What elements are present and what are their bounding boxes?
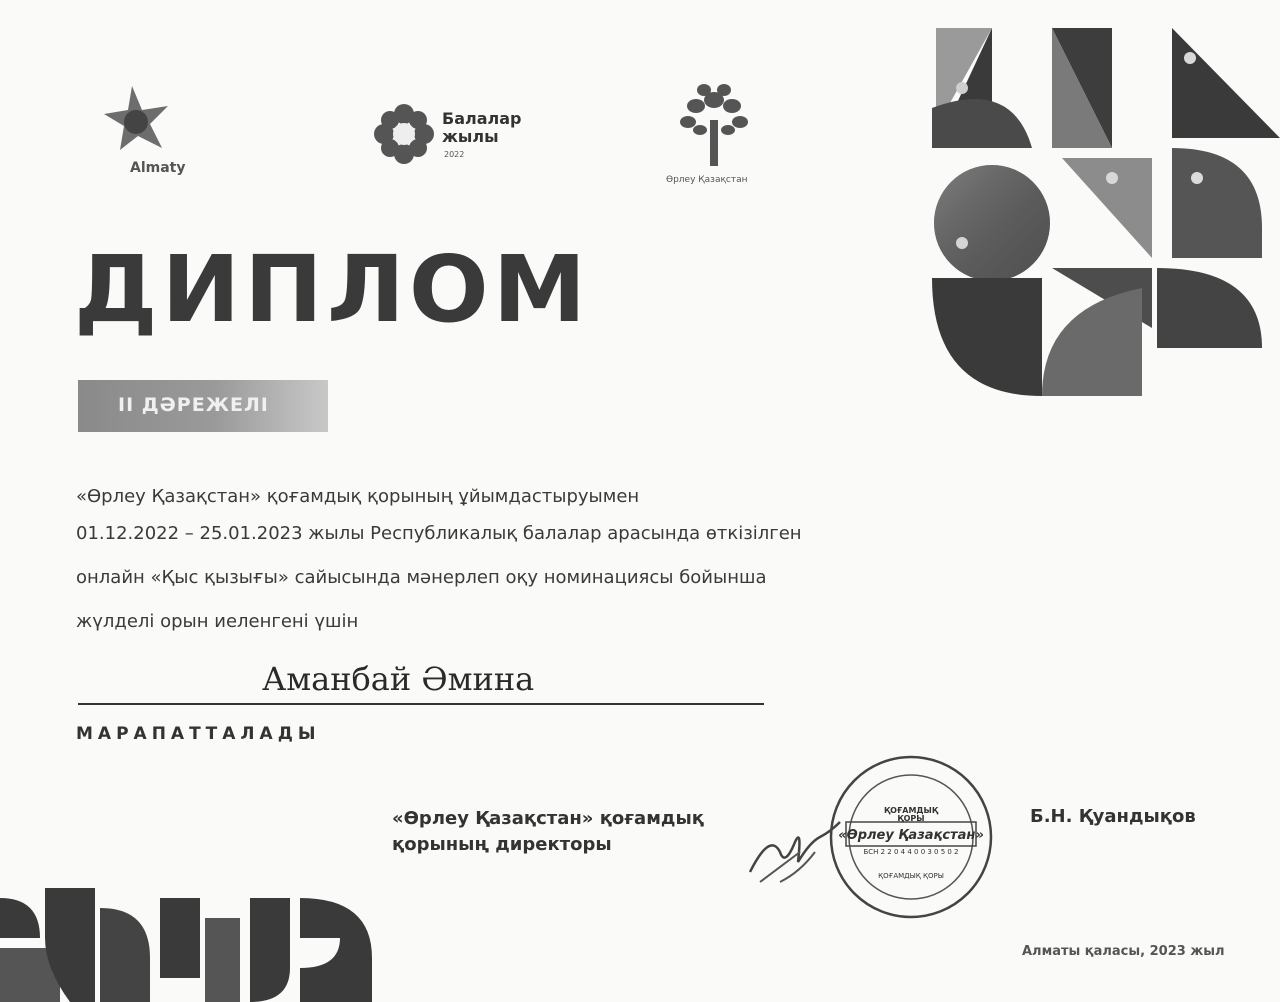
stamp-line3: «Өрлеу Қазақстан» xyxy=(838,828,984,843)
tree-icon xyxy=(664,80,764,170)
body-line: онлайн «Қыс қызығы» сайысында мәнерлеп оқу номинациясы бойынша xyxy=(76,567,767,588)
body-line: «Өрлеу Қазақстан» қоғамдық қорының ұйымдастыруымен xyxy=(76,486,640,507)
body-line: 01.12.2022 – 25.01.2023 жылы Республикалық балалар арасында өткізілген xyxy=(76,523,802,544)
stamp-line4: БСН 2 2 0 4 4 0 0 3 0 5 0 2 xyxy=(863,848,959,856)
balalar-jyly-logo xyxy=(372,100,542,170)
almaty-caption: Almaty xyxy=(130,160,186,176)
diploma-title: ДИПЛОМ xyxy=(74,236,591,343)
balalar-line3: 2022 xyxy=(444,150,465,159)
geometric-decoration-top-right xyxy=(932,28,1280,396)
director-line2: қорының директоры xyxy=(392,834,612,855)
recipient-name: Аманбай Әмина xyxy=(262,660,535,698)
place-year: Алматы қаласы, 2023 жыл xyxy=(1022,944,1225,959)
almaty-star-icon xyxy=(92,78,222,168)
signatory-name: Б.Н. Қуандықов xyxy=(1030,806,1196,827)
balalar-line2: жылы xyxy=(442,127,499,146)
name-underline xyxy=(78,703,764,705)
degree-label: II ДӘРЕЖЕЛІ xyxy=(118,394,269,416)
degree-badge xyxy=(78,380,328,432)
official-stamp xyxy=(826,752,996,922)
stamp-line1: ҚОҒАМДЫҚ xyxy=(883,806,939,815)
flower-icon xyxy=(372,102,436,166)
stamp-line2: ҚОРЫ xyxy=(897,814,925,823)
stamp-line5: ҚОҒАМДЫҚ ҚОРЫ xyxy=(878,872,944,880)
awarded-label: МАРАПАТТАЛАДЫ xyxy=(76,724,321,744)
balalar-line1: Балалар xyxy=(442,109,522,128)
diploma-body xyxy=(76,482,936,644)
director-line1: «Өрлеу Қазақстан» қоғамдық xyxy=(392,808,704,829)
orleu-caption: Өрлеу Қазақстан xyxy=(666,175,748,185)
geometric-decoration-bottom-left xyxy=(0,878,372,1002)
body-line: жүлделі орын иеленгені үшін xyxy=(76,611,359,632)
almaty-logo xyxy=(92,78,222,188)
orleu-logo xyxy=(660,80,770,195)
director-title xyxy=(392,806,704,858)
